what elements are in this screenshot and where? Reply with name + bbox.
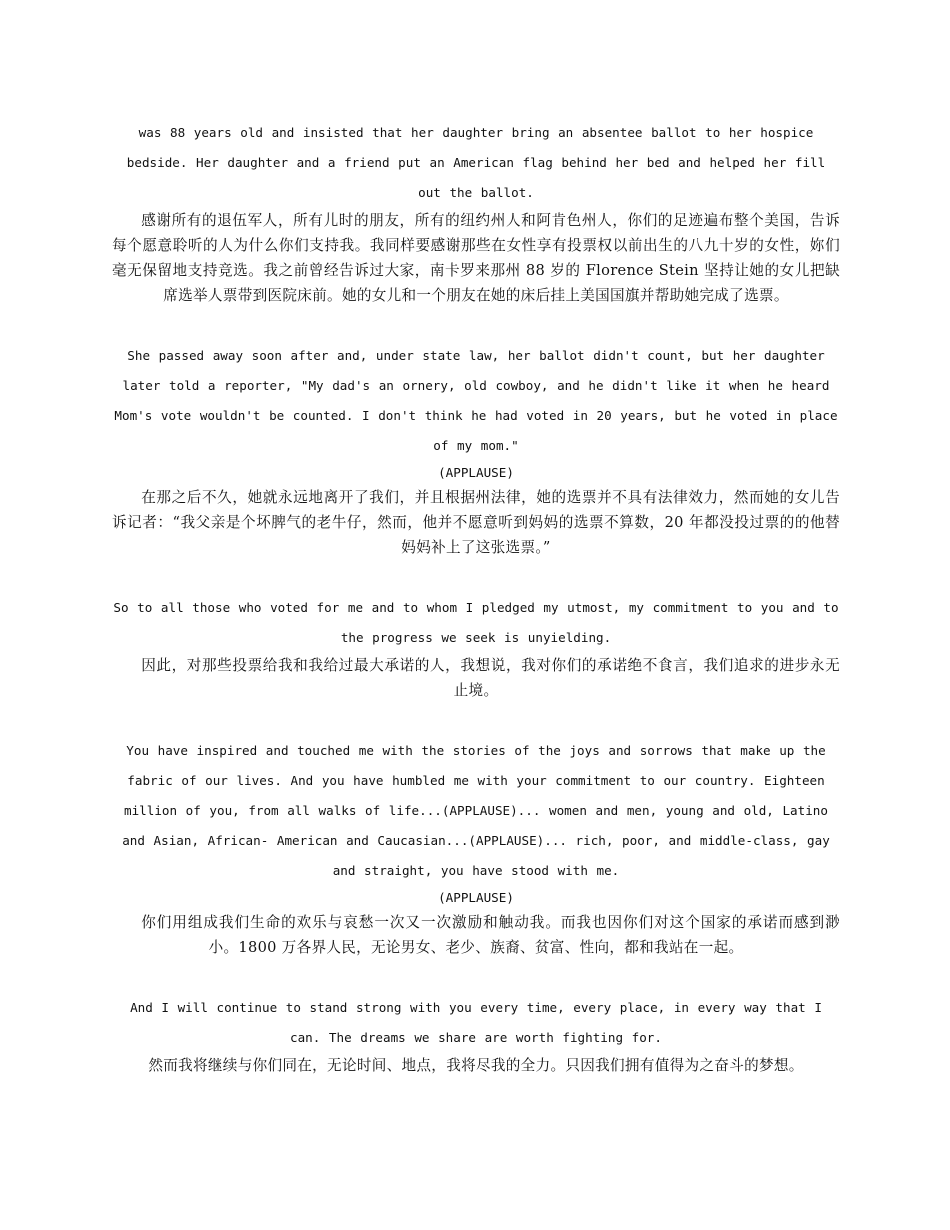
paragraph-chinese: 在那之后不久，她就永远地离开了我们，并且根据州法律，她的选票并不具有法律效力，然而她的女儿告诉记者：“我父亲是个坏脾气的老牛仔，然而，他并不愿意听到妈妈的选票不算数，20 年都没投过票的的他替妈妈补上了这张选票。” (112, 489, 840, 556)
paragraph-english: was 88 years old and insisted that her daughter bring an absentee ballot to her hospice bedside. Her daughter and a friend put an American flag behind her bed and helped her fill out the ballot. (126, 125, 826, 200)
paragraph-english: And I will continue to stand strong with you every time, every place, in every way that I can. The dreams we share are worth fighting for. (130, 1000, 822, 1045)
paragraph-english: You have inspired and touched me with the stories of the joys and sorrows that make up the fabric of our lives. And you have humbled me with your commitment to our country. Eighteen million of you, from all walks of life...(APPLAUSE)... women and men, young and old, Latino and Asian, African- American and Caucasian...(APPLAUSE)... rich, poor, and middle-class, gay and straight, you have stood with me. (122, 743, 830, 878)
paragraph-chinese: 然而我将继续与你们同在，无论时间、地点，我将尽我的全力。只因我们拥有值得为之奋斗的梦想。 (148, 1057, 804, 1074)
paragraph-chinese: 感谢所有的退伍军人，所有儿时的朋友，所有的纽约州人和阿肯色州人，你们的足迹遍布整个美国，告诉每个愿意聆听的人为什么你们支持我。我同样要感谢那些在女性享有投票权以前出生的八九十岁的女性，妳们毫无保留地支持竞选。我之前曾经告诉过大家，南卡罗来那州 88 岁的 Florence Stein 坚持让她的女儿把缺席选举人票带到医院床前。她的女儿和一个朋友在她的床后挂上美国国旗并帮助她完成了选票。 (112, 212, 840, 304)
paragraph-chinese: 你们用组成我们生命的欢乐与哀愁一次又一次激励和触动我。而我也因你们对这个国家的承诺而感到渺小。1800 万各界人民，无论男女、老少、族裔、贫富、性向，都和我站在一起。 (141, 914, 840, 956)
paragraph-english: So to all those who voted for me and to whom I pledged my utmost, my commitment to you and to the progress we seek is unyielding. (113, 600, 839, 645)
applause-note: (APPLAUSE) (438, 465, 514, 480)
applause-note: (APPLAUSE) (438, 890, 514, 905)
paragraph-gap (112, 308, 840, 341)
document-page (112, 118, 840, 1078)
paragraph-gap (112, 960, 840, 993)
paragraph-gap (112, 560, 840, 593)
paragraph-english: She passed away soon after and, under state law, her ballot didn't count, but her daughter later told a reporter, "My dad's an ornery, old cowboy, and he didn't like it when he heard Mom's vote wouldn't be counted. I don't think he had voted in 20 years, but he voted in place of my mom." (114, 348, 838, 453)
paragraph-chinese: 因此，对那些投票给我和我给过最大承诺的人，我想说，我对你们的承诺绝不食言，我们追求的进步永无止境。 (141, 657, 840, 699)
paragraph-gap (112, 703, 840, 736)
